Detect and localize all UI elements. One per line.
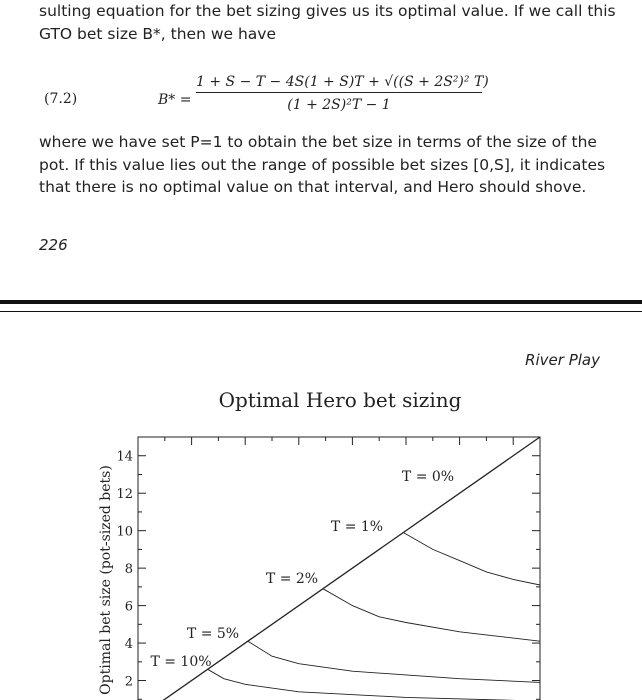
y-tick-label: 8 bbox=[124, 562, 133, 578]
series-line bbox=[403, 533, 540, 586]
series-line bbox=[323, 589, 540, 642]
series-line bbox=[248, 641, 540, 682]
series-line bbox=[208, 669, 540, 700]
y-tick-label: 12 bbox=[116, 487, 133, 503]
series-label: T = 5% bbox=[186, 626, 240, 642]
y-tick-label: 6 bbox=[124, 599, 133, 615]
series-label: T = 0% bbox=[401, 469, 455, 485]
series-label: T = 2% bbox=[265, 571, 319, 587]
chart-title: Optimal Hero bet sizing bbox=[218, 388, 462, 412]
series-label: T = 10% bbox=[150, 654, 212, 670]
equation-lhs: B* = bbox=[158, 92, 192, 108]
equation-numerator: 1 + S − T − 4S(1 + S)T + √((S + 2S²)² T) bbox=[196, 74, 489, 90]
y-axis-label: Optimal bet size (pot-sized bets) bbox=[98, 465, 114, 695]
y-tick-label: 10 bbox=[116, 524, 133, 540]
body-paragraph-1: sulting equation for the bet sizing gives us its optimal value. If we call this GTO bet size B*, then we have bbox=[39, 2, 616, 43]
equation-number: (7.2) bbox=[44, 91, 78, 107]
running-header: River Play bbox=[525, 351, 600, 369]
y-tick-label: 14 bbox=[116, 449, 133, 465]
series-label: T = 1% bbox=[330, 519, 384, 535]
body-paragraph-2: where we have set P=1 to obtain the bet size in terms of the size of the pot. If this value lies out the range of possible bet sizes [0,S], it indicates that there is no optimal value on that interval, and Hero should shove. bbox=[39, 133, 606, 196]
page-number: 226 bbox=[39, 236, 68, 254]
y-tick-label: 2 bbox=[124, 674, 133, 690]
equation-denominator: (1 + 2S)²T − 1 bbox=[287, 97, 391, 113]
y-tick-label: 4 bbox=[124, 637, 133, 653]
